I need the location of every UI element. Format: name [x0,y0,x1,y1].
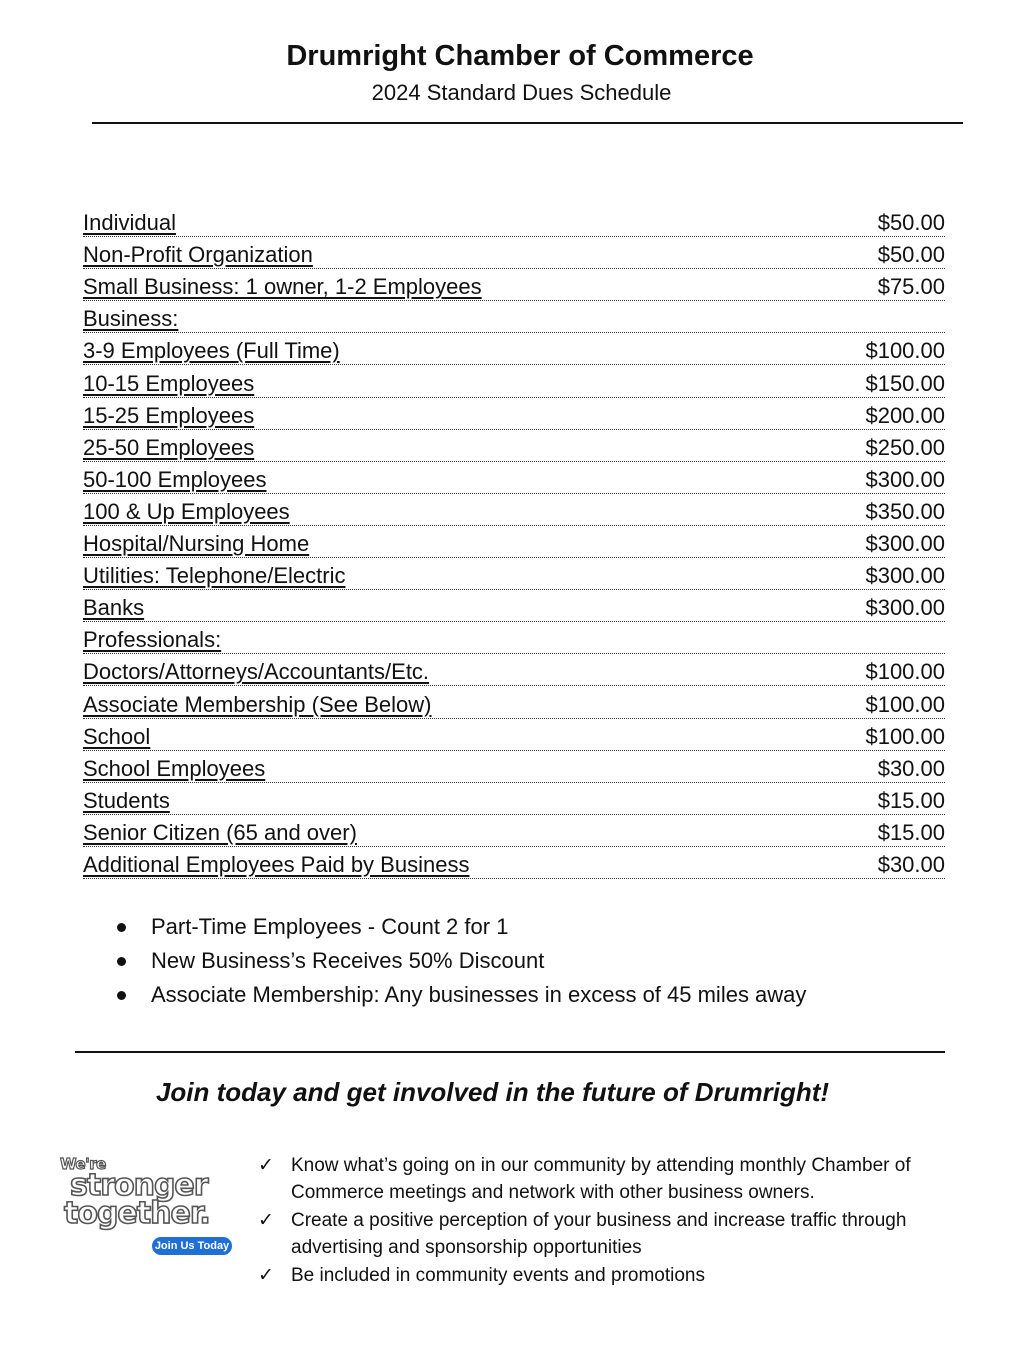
dues-label: 50-100 Employees [83,466,267,492]
dues-row [83,751,945,783]
dues-label: 10-15 Employees [83,370,255,396]
dues-price: $100.00 [865,723,945,749]
dues-row [83,462,945,494]
dues-price: $15.00 [877,787,945,813]
notes-list [115,910,806,1012]
note-item [115,978,806,1012]
dues-price: $100.00 [865,659,945,685]
dues-label: 100 & Up Employees [83,498,290,524]
logo-text-line1: stronger [70,1168,208,1203]
join-us-today-button[interactable]: Join Us Today [152,1237,232,1255]
note-item [115,910,806,944]
dues-price: $300.00 [865,595,945,621]
dues-price: $50.00 [877,210,945,236]
page-title: Drumright Chamber of Commerce [286,40,754,72]
dues-price: $15.00 [877,819,945,845]
call-to-action: Join today and get involved in the future of Drumright! [155,1077,830,1107]
dues-price: $50.00 [877,242,945,268]
checkmark-icon: ✓ [258,1264,274,1286]
dues-row [83,365,945,397]
checkmark-icon: ✓ [258,1154,274,1176]
dues-row [83,847,945,879]
dues-label: Associate Membership (See Below) [83,691,432,717]
dues-price: $30.00 [877,755,945,781]
dues-row [83,430,945,462]
dues-price: $100.00 [865,691,945,717]
dues-price: $300.00 [865,531,945,557]
logo-text-line2: together. [64,1196,210,1231]
dues-row [83,494,945,526]
bullet-dot-icon [117,957,126,966]
dues-label: Non-Profit Organization [83,242,313,268]
note-text: Associate Membership: Any businesses in excess of 45 miles away [151,982,807,1007]
dues-price: $75.00 [877,274,945,300]
dues-label: School Employees [83,755,266,781]
dues-row [83,622,945,654]
dues-label: Hospital/Nursing Home [83,531,310,557]
benefits-list [258,1152,988,1290]
dues-row [83,558,945,590]
dues-label: Doctors/Attorneys/Accountants/Etc. [83,659,430,685]
dues-label: Utilities: Telephone/Electric [83,563,346,589]
dues-label: Banks [83,595,145,621]
dues-row [83,269,945,301]
bullet-dot-icon [117,991,126,1000]
dues-price: $300.00 [865,563,945,589]
note-item [115,944,806,978]
section-divider [75,1051,945,1053]
dues-row [83,398,945,430]
dues-row [83,815,945,847]
note-text: New Business’s Receives 50% Discount [151,948,545,973]
bullet-dot-icon [117,923,126,932]
dues-price: $250.00 [865,434,945,460]
dues-row [83,526,945,558]
dues-label: 25-50 Employees [83,434,255,460]
benefit-text: Create a positive perception of your business and increase traffic through advertising and sponsorship opportunities [291,1210,907,1258]
dues-row [83,205,945,237]
page-subtitle: 2024 Standard Dues Schedule [371,80,672,105]
checkmark-icon: ✓ [258,1209,274,1231]
dues-row [83,686,945,718]
dues-row [83,333,945,365]
benefit-item [258,1207,988,1261]
dues-row [83,654,945,686]
dues-label: Additional Employees Paid by Business [83,851,470,877]
benefit-item [258,1262,988,1289]
dues-price: $200.00 [865,402,945,428]
dues-label: Professionals: [83,627,222,653]
note-text: Part-Time Employees - Count 2 for 1 [151,914,509,939]
dues-label: 3-9 Employees (Full Time) [83,338,340,364]
dues-price: $350.00 [865,498,945,524]
dues-row [83,237,945,269]
dues-label: Small Business: 1 owner, 1-2 Employees [83,274,482,300]
logo-text-small: We're [60,1155,106,1173]
dues-row [83,719,945,751]
dues-label: School [83,723,151,749]
dues-label: Senior Citizen (65 and over) [83,819,357,845]
dues-price: $150.00 [865,370,945,396]
dues-label: Students [83,787,170,813]
dues-row [83,783,945,815]
dues-label: Business: [83,306,179,332]
dues-price: $300.00 [865,466,945,492]
benefit-item [258,1152,988,1206]
dues-label: 15-25 Employees [83,402,255,428]
benefit-text: Be included in community events and promotions [291,1265,706,1286]
stronger-together-logo [60,1155,240,1265]
dues-row [83,301,945,333]
dues-schedule-list [83,205,945,879]
dues-row [83,590,945,622]
header-divider [92,122,963,124]
dues-label: Individual [83,210,176,236]
dues-price: $30.00 [877,851,945,877]
benefit-text: Know what’s going on in our community by attending monthly Chamber of Commerce meetings and network with other business owners. [291,1155,911,1203]
dues-price: $100.00 [865,338,945,364]
